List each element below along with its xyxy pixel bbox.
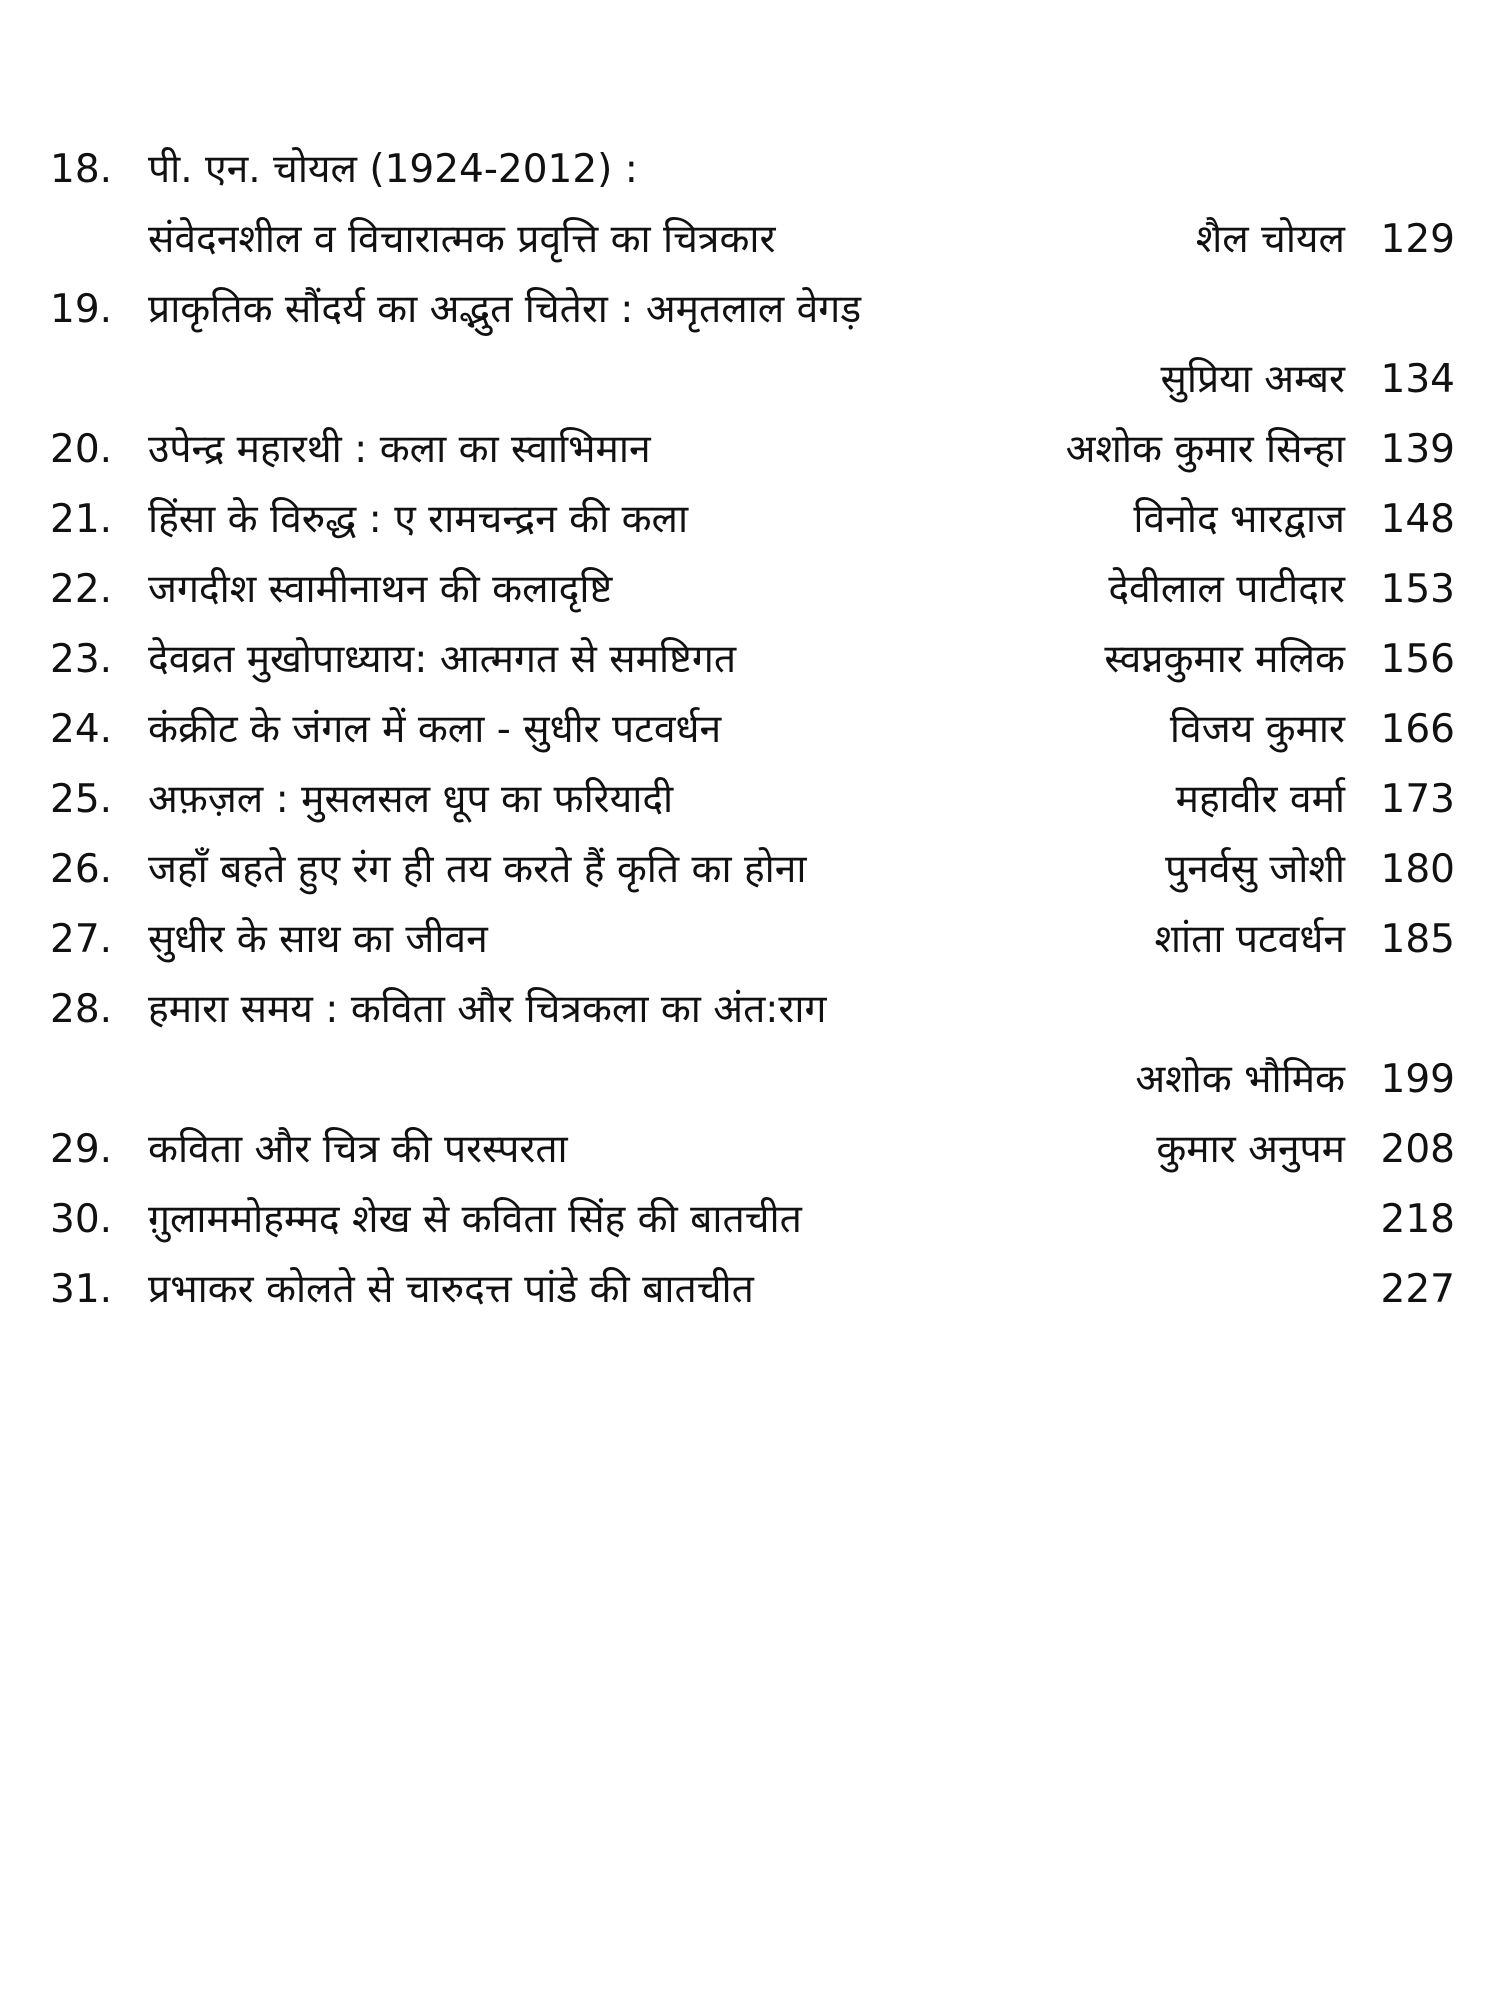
entry-number: 20. [50,427,113,472]
entry-title: पी. एन. चोयल (1924-2012) : [148,147,638,192]
entry-author: शांता पटवर्धन [1154,917,1345,962]
entry-title: हमारा समय : कविता और चित्रकला का अंत:राग [148,987,827,1032]
entry-author: देवीलाल पाटीदार [1108,567,1345,612]
entry-title: देवव्रत मुखोपाध्याय: आत्मगत से समष्टिगत [148,637,737,682]
toc-entry-25 [50,765,1455,835]
entry-page-number: 185 [1380,917,1455,962]
toc-entry-31 [50,1255,1455,1325]
entry-title: हिंसा के विरुद्ध : ए रामचन्द्रन की कला [148,497,689,542]
entry-author: अशोक भौमिक [1135,1057,1345,1102]
entry-number: 29. [50,1127,113,1172]
toc-entry-19-line-2 [50,345,1455,415]
entry-page-number: 173 [1380,777,1455,822]
entry-page-number: 148 [1380,497,1455,542]
toc-entry-22 [50,555,1455,625]
entry-page-number: 166 [1380,707,1455,752]
entry-title: जहाँ बहते हुए रंग ही तय करते हैं कृति का होना [148,847,807,892]
entry-page-number: 134 [1380,357,1455,402]
entry-author: विजय कुमार [1169,707,1345,752]
entry-page-number: 227 [1380,1267,1455,1312]
toc-entry-24 [50,695,1455,765]
entry-page-number: 180 [1380,847,1455,892]
entry-title: अफ़ज़ल : मुसलसल धूप का फरियादी [148,777,674,822]
entry-title: उपेन्द्र महारथी : कला का स्वाभिमान [148,427,651,472]
toc-entry-19-line-1 [50,275,1455,345]
toc-entry-28-line-2 [50,1045,1455,1115]
toc-entry-27 [50,905,1455,975]
entry-author: स्वप्नकुमार मलिक [1104,637,1345,682]
entry-number: 26. [50,847,113,892]
entry-author: सुप्रिया अम्बर [1160,357,1345,402]
entry-title: ग़ुलाममोहम्मद शेख से कविता सिंह की बातचीत [148,1197,802,1242]
entry-page-number: 129 [1380,217,1455,262]
entry-author: महावीर वर्मा [1175,777,1345,822]
entry-number: 24. [50,707,113,752]
toc-entry-18-line-2 [50,205,1455,275]
toc-entry-18-line-1 [50,135,1455,205]
entry-number: 21. [50,497,113,542]
entry-number: 25. [50,777,113,822]
toc-entry-29 [50,1115,1455,1185]
entry-title: जगदीश स्वामीनाथन की कलादृष्टि [148,567,613,612]
entry-page-number: 156 [1380,637,1455,682]
entry-page-number: 139 [1380,427,1455,472]
entry-number: 28. [50,987,113,1032]
entry-author: कुमार अनुपम [1156,1127,1345,1172]
entry-author: अशोक कुमार सिन्हा [1065,427,1345,472]
entry-author: विनोद भारद्वाज [1133,497,1345,542]
entry-number: 30. [50,1197,113,1242]
entry-number: 23. [50,637,113,682]
entry-title: प्राकृतिक सौंदर्य का अद्भुत चितेरा : अमृतलाल वेगड़ [148,287,862,332]
entry-number: 22. [50,567,113,612]
entry-page-number: 199 [1380,1057,1455,1102]
entry-number: 31. [50,1267,113,1312]
entry-title: सुधीर के साथ का जीवन [148,917,488,962]
toc-entry-28-line-1 [50,975,1455,1045]
entry-page-number: 153 [1380,567,1455,612]
entry-number: 18. [50,147,113,192]
toc-entry-21 [50,485,1455,555]
entry-author: पुनर्वसु जोशी [1165,847,1345,892]
toc-entry-20 [50,415,1455,485]
toc-entry-26 [50,835,1455,905]
entry-title: प्रभाकर कोलते से चारुदत्त पांडे की बातचीत [148,1267,754,1312]
entry-number: 27. [50,917,113,962]
entry-title: संवेदनशील व विचारात्मक प्रवृत्ति का चित्रकार [148,217,776,262]
entry-number: 19. [50,287,113,332]
entry-title: कविता और चित्र की परस्परता [148,1127,568,1172]
table-of-contents [50,135,1455,1325]
toc-entry-30 [50,1185,1455,1255]
entry-page-number: 208 [1380,1127,1455,1172]
entry-page-number: 218 [1380,1197,1455,1242]
entry-title: कंक्रीट के जंगल में कला - सुधीर पटवर्धन [148,707,722,752]
toc-entry-23 [50,625,1455,695]
entry-author: शैल चोयल [1195,217,1345,262]
